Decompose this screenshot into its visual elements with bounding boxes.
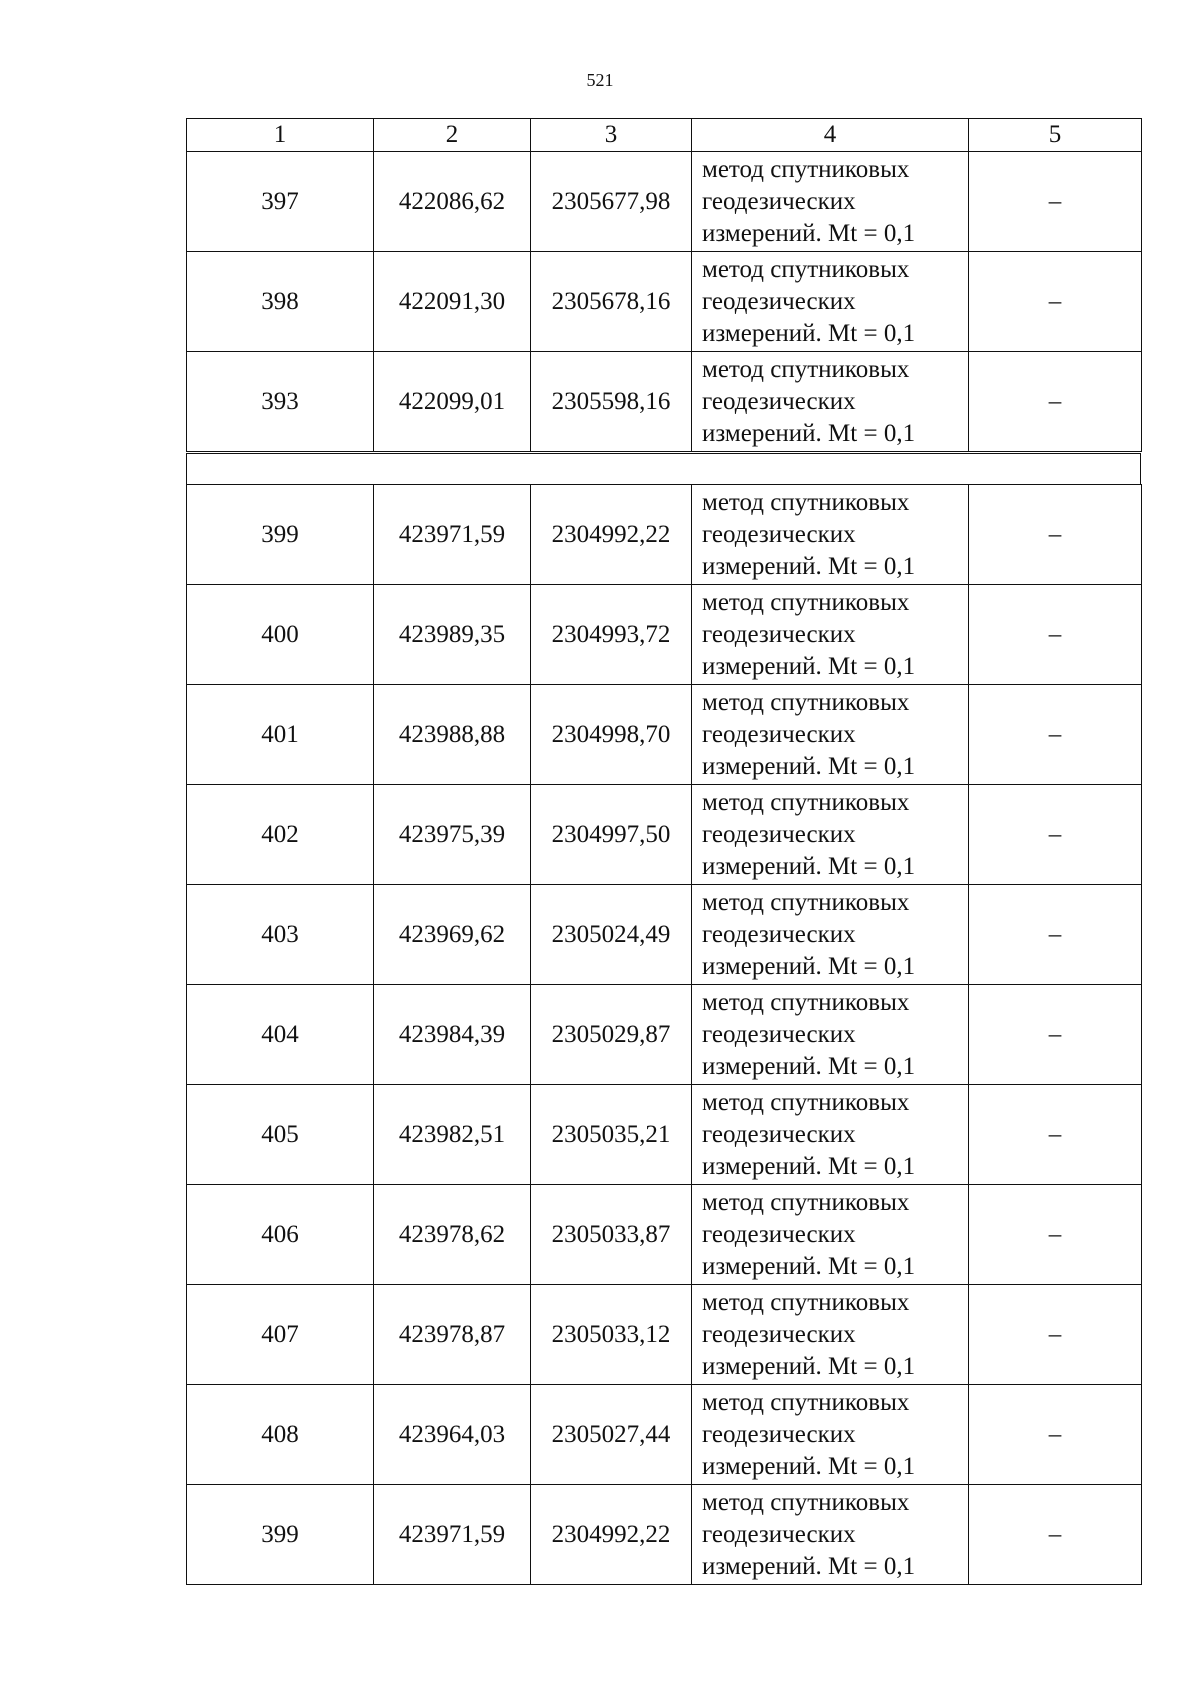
method-line: геодезических [702,620,856,648]
method-line: метод спутниковых [702,488,910,516]
method-line: измерений. Mt = 0,1 [702,319,916,347]
table-row [187,885,1142,985]
method-line: измерений. Mt = 0,1 [702,1452,916,1480]
point-number-cell: 401 [187,685,374,785]
coordinate-y-cell: 2305033,12 [531,1285,692,1385]
method-line: геодезических [702,1420,856,1448]
note-cell: – [969,485,1142,585]
header-cell-3: 3 [531,119,692,152]
method-line: измерений. Mt = 0,1 [702,1352,916,1380]
method-cell [692,885,969,985]
note-cell: – [969,785,1142,885]
coordinate-y-cell: 2305024,49 [531,885,692,985]
method-line: геодезических [702,387,856,415]
method-line: метод спутниковых [702,988,910,1016]
point-number-cell: 406 [187,1185,374,1285]
table-row [187,1485,1142,1585]
coordinate-x-cell: 422099,01 [374,352,531,452]
coordinate-x-cell: 423984,39 [374,985,531,1085]
coordinates-table-group-2 [186,484,1142,1585]
method-cell [692,485,969,585]
point-number-cell: 399 [187,485,374,585]
method-line: измерений. Mt = 0,1 [702,1152,916,1180]
method-line: метод спутниковых [702,888,910,916]
method-cell [692,1185,969,1285]
method-cell [692,1485,969,1585]
method-line: геодезических [702,720,856,748]
method-cell [692,585,969,685]
method-line: измерений. Mt = 0,1 [702,1052,916,1080]
method-line: метод спутниковых [702,1188,910,1216]
coordinate-x-cell: 423975,39 [374,785,531,885]
method-line: измерений. Mt = 0,1 [702,1252,916,1280]
table-body-group-2 [187,485,1142,1585]
table-row [187,352,1142,452]
coordinate-x-cell: 423982,51 [374,1085,531,1185]
method-line: измерений. Mt = 0,1 [702,552,916,580]
note-cell: – [969,1085,1142,1185]
method-line: измерений. Mt = 0,1 [702,752,916,780]
point-number-cell: 398 [187,252,374,352]
coordinate-x-cell: 423989,35 [374,585,531,685]
coordinate-y-cell: 2305598,16 [531,352,692,452]
method-line: геодезических [702,920,856,948]
point-number-cell: 408 [187,1385,374,1485]
coordinate-y-cell: 2305029,87 [531,985,692,1085]
coordinate-y-cell: 2304997,50 [531,785,692,885]
method-line: геодезических [702,187,856,215]
coordinate-x-cell: 423988,88 [374,685,531,785]
coordinate-y-cell: 2304998,70 [531,685,692,785]
table-row [187,252,1142,352]
method-cell [692,352,969,452]
method-cell [692,685,969,785]
table-row [187,785,1142,885]
note-cell: – [969,985,1142,1085]
note-cell: – [969,1285,1142,1385]
method-line: геодезических [702,1020,856,1048]
point-number-cell: 397 [187,152,374,252]
method-line: метод спутниковых [702,1388,910,1416]
coordinate-x-cell: 423978,87 [374,1285,531,1385]
coordinate-y-cell: 2305678,16 [531,252,692,352]
method-cell [692,1385,969,1485]
note-cell: – [969,1185,1142,1285]
coordinate-y-cell: 2304992,22 [531,1485,692,1585]
method-line: геодезических [702,287,856,315]
point-number-cell: 393 [187,352,374,452]
note-cell: – [969,1385,1142,1485]
method-line: геодезических [702,1220,856,1248]
coordinate-y-cell: 2305035,21 [531,1085,692,1185]
point-number-cell: 402 [187,785,374,885]
method-line: геодезических [702,1320,856,1348]
table-row [187,1085,1142,1185]
separator-table [186,453,1141,485]
method-line: измерений. Mt = 0,1 [702,219,916,247]
page-number: 521 [586,70,614,90]
point-number-cell: 404 [187,985,374,1085]
method-cell [692,252,969,352]
coordinate-y-cell: 2305033,87 [531,1185,692,1285]
header-row [187,119,1142,152]
coordinate-y-cell: 2305677,98 [531,152,692,252]
separator-cell [187,454,1141,485]
method-line: измерений. Mt = 0,1 [702,1552,916,1580]
method-line: измерений. Mt = 0,1 [702,419,916,447]
coordinate-x-cell: 422091,30 [374,252,531,352]
table-body-group-1 [187,119,1142,452]
header-cell-1: 1 [187,119,374,152]
method-line: измерений. Mt = 0,1 [702,852,916,880]
method-line: измерений. Mt = 0,1 [702,652,916,680]
method-line: метод спутниковых [702,788,910,816]
method-line: геодезических [702,1120,856,1148]
note-cell: – [969,252,1142,352]
table-row [187,585,1142,685]
point-number-cell: 403 [187,885,374,985]
coordinate-y-cell: 2304992,22 [531,485,692,585]
table-row [187,1185,1142,1285]
table-row [187,152,1142,252]
note-cell: – [969,352,1142,452]
method-line: метод спутниковых [702,1288,910,1316]
method-cell [692,152,969,252]
table-row [187,985,1142,1085]
coordinate-y-cell: 2304993,72 [531,585,692,685]
point-number-cell: 399 [187,1485,374,1585]
coordinates-table-group-1 [186,118,1142,452]
method-line: геодезических [702,820,856,848]
note-cell: – [969,152,1142,252]
note-cell: – [969,1485,1142,1585]
point-number-cell: 400 [187,585,374,685]
table-row [187,1285,1142,1385]
coordinate-x-cell: 422086,62 [374,152,531,252]
header-cell-4: 4 [692,119,969,152]
table-row [187,485,1142,585]
coordinate-x-cell: 423978,62 [374,1185,531,1285]
method-line: геодезических [702,1520,856,1548]
note-cell: – [969,685,1142,785]
header-cell-2: 2 [374,119,531,152]
header-cell-5: 5 [969,119,1142,152]
method-line: измерений. Mt = 0,1 [702,952,916,980]
point-number-cell: 407 [187,1285,374,1385]
method-cell [692,1085,969,1185]
coordinate-x-cell: 423964,03 [374,1385,531,1485]
note-cell: – [969,885,1142,985]
separator-row [187,454,1141,485]
table-row [187,1385,1142,1485]
note-cell: – [969,585,1142,685]
coordinate-y-cell: 2305027,44 [531,1385,692,1485]
method-line: метод спутниковых [702,1088,910,1116]
point-number-cell: 405 [187,1085,374,1185]
method-line: метод спутниковых [702,355,910,383]
coordinate-x-cell: 423969,62 [374,885,531,985]
method-line: метод спутниковых [702,588,910,616]
method-line: метод спутниковых [702,1488,910,1516]
method-cell [692,985,969,1085]
method-line: геодезических [702,520,856,548]
method-cell [692,785,969,885]
method-line: метод спутниковых [702,155,910,183]
method-cell [692,1285,969,1385]
coordinate-x-cell: 423971,59 [374,1485,531,1585]
method-line: метод спутниковых [702,255,910,283]
method-line: метод спутниковых [702,688,910,716]
table-row [187,685,1142,785]
coordinate-x-cell: 423971,59 [374,485,531,585]
